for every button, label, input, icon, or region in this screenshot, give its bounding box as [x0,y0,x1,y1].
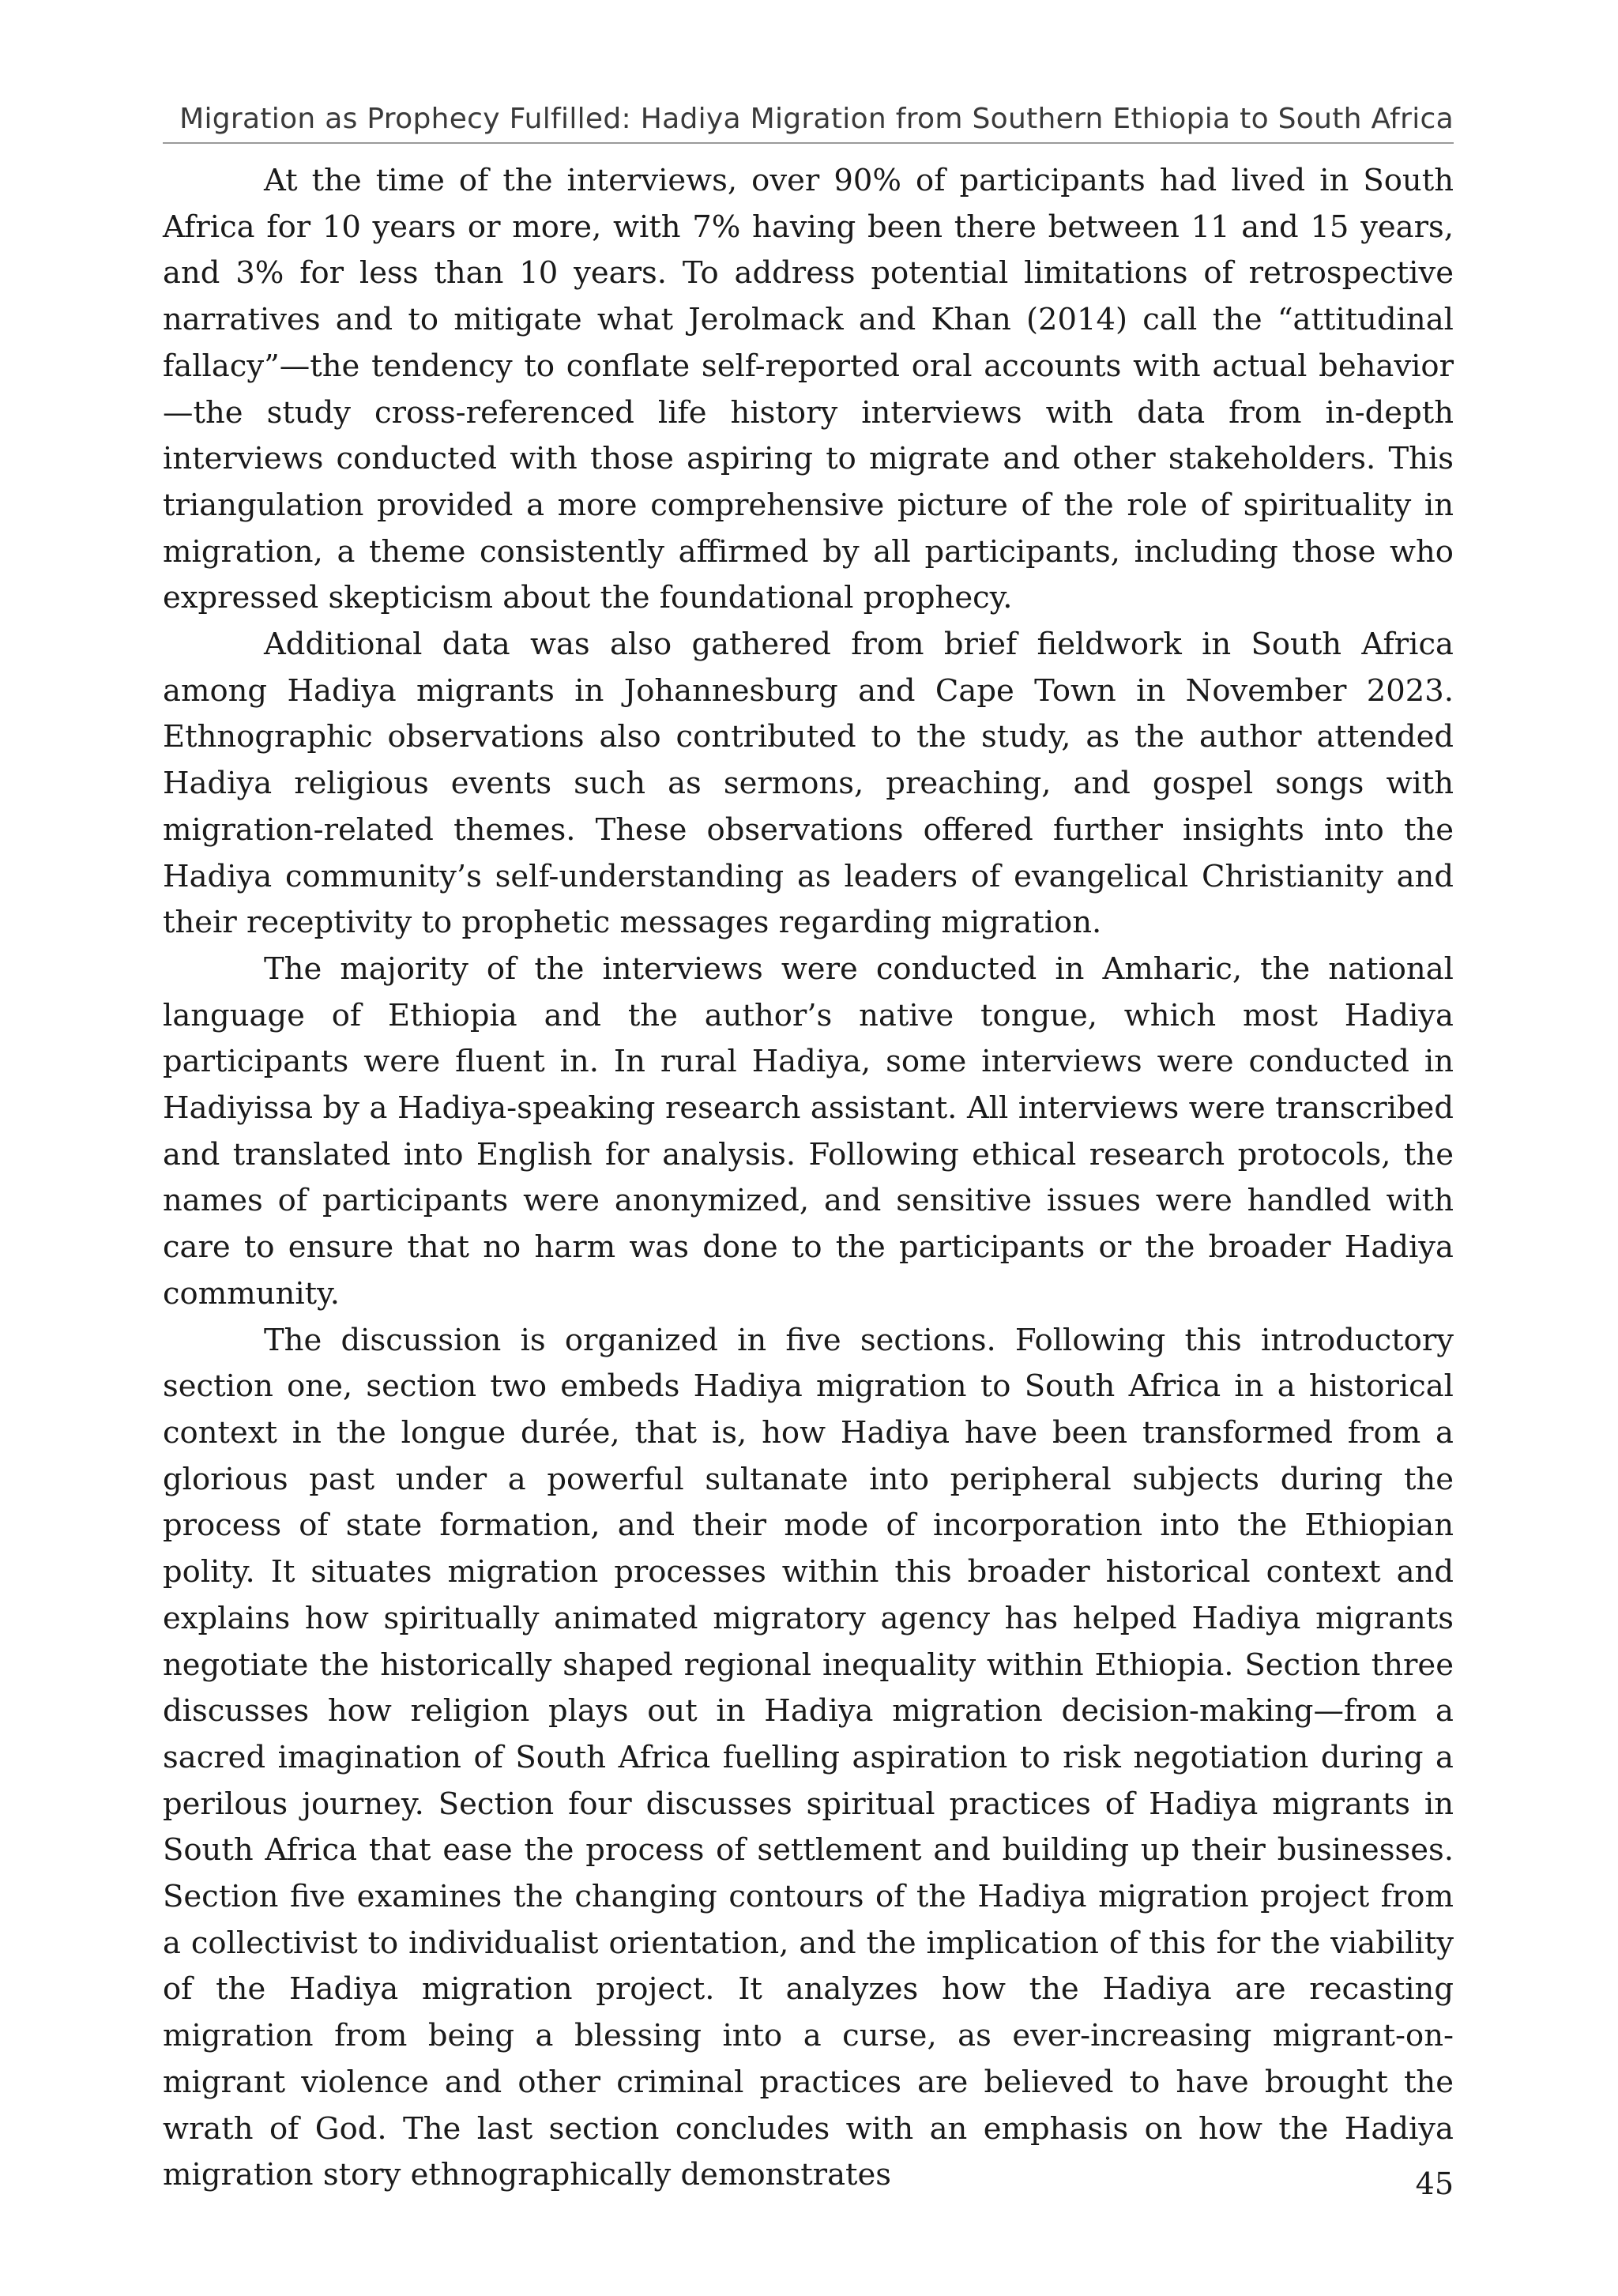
header-rule [163,142,1454,144]
body-text [163,158,1454,2199]
paragraph-fieldwork: Additional data was also gathered from brief fieldwork in South Africa among Hadiya migrants in Johannesburg and Cape Town in November 2023. Ethnographic observations also contributed to the study, as the author attended Hadiya religious events such as sermons, preaching, and gospel songs with migration-related themes. These observations offered further insights into the Hadiya community’s self-understanding as leaders of evangelical Christianity and their receptivity to prophetic messages regarding migration. [163,627,1454,941]
page-number: 45 [1415,2166,1454,2201]
paragraph-language-and-ethics: The majority of the interviews were conducted in Amharic, the national language of Ethiopia and the author’s native tongue, which most Hadiya participants were fluent in. In rural Hadiya, some interviews were conducted in Hadiyissa by a Hadiya-speaking research assistant. All interviews were transcribed and translated into English for analysis. Following ethical research protocols, the names of participants were anonymized, and sensitive issues were handled with care to ensure that no harm was done to the participants or the broader Hadiya community. [163,950,1454,1312]
paragraph-organization: The discussion is organized in five sections. Following this introductory section one, section two embeds Hadiya migration to South Africa in a historical context in the longue durée, that is, how Hadiya have been transformed from a glorious past under a powerful sultanate into peripheral subjects during the process of state formation, and their mode of incorporation into the Ethiopian polity. It situates migration processes within this broader historical context and explains how spiritually animated migratory agency has helped Hadiya migrants negotiate the historically shaped regional inequality within Ethiopia. Section three discusses how religion plays out in Hadiya migration decision-making—from a sacred imagination of South Africa fuelling aspiration to risk negotiation during a perilous journey. Section four discusses spiritual practices of Hadiya migrants in South Africa that ease the process of settlement and building up their businesses. Section five examines the changing contours of the Hadiya migration project from a collectivist to individualist orientation, and the implication of this for the viability of the Hadiya migration project. It analyzes how the Hadiya are recasting migration from being a blessing into a curse, as ever-increasing migrant-on-migrant violence and other criminal practices are believed to have brought the wrath of God. The last section concludes with an emphasis on how the Hadiya migration story ethnographically demonstrates [163,1322,1454,2193]
paragraph-participants-and-methods: At the time of the interviews, over 90% of participants had lived in South Africa for 10 years or more, with 7% having been there between 11 and 15 years, and 3% for less than 10 years. To address potential limitations of retrospective narratives and to mitigate what Jerolmack and Khan (2014) call the “attitudinal fallacy”—the tendency to conflate self-reported oral accounts with actual behavior—the study cross-referenced life history interviews with data from in-depth interviews conducted with those aspiring to migrate and other stakeholders. This triangulation provided a more comprehensive picture of the role of spirituality in migration, a theme consistently affirmed by all participants, including those who expressed skepticism about the foundational prophecy. [163,163,1454,616]
running-header-title: Migration as Prophecy Fulfilled: Hadiya Migration from Southern Ethiopia to South Africa [179,103,1454,135]
